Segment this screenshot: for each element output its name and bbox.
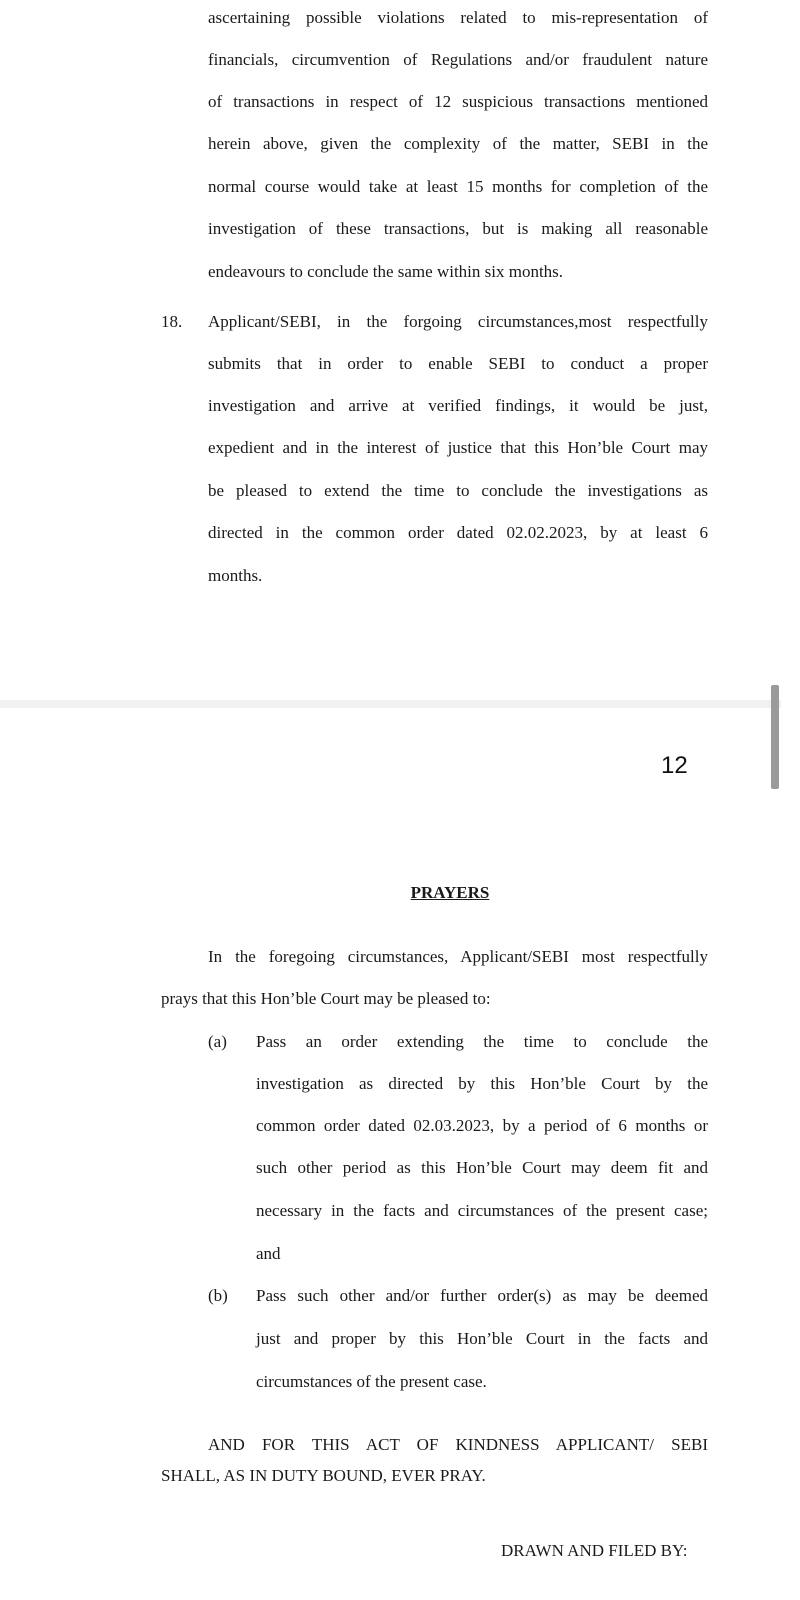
paragraph-text-line: be pleased to extend the time to conclude the investigations as — [208, 481, 708, 500]
intro-text-line: prays that this Hon’ble Court may be pleased to: — [161, 989, 491, 1008]
paragraph-text-line: financials, circumvention of Regulations and/or fraudulent nature — [208, 50, 708, 69]
prayer-text-line: common order dated 02.03.2023, by a period of 6 months or — [256, 1116, 708, 1135]
prayer-label: (b) — [208, 1286, 228, 1305]
paragraph-text-line: investigation of these transactions, but is making all reasonable — [208, 219, 708, 238]
paragraph-text-line: normal course would take at least 15 months for completion of the — [208, 177, 708, 196]
intro-text-line: In the foregoing circumstances, Applicant/SEBI most respectfully — [208, 947, 708, 966]
paragraph-text-line: months. — [208, 566, 263, 585]
paragraph-text-line: Applicant/SEBI, in the forgoing circumstances,most respectfully — [208, 312, 708, 331]
paragraph-text-line: investigation and arrive at verified findings, it would be just, — [208, 396, 708, 415]
paragraph-text-line: directed in the common order dated 02.02.2023, by at least 6 — [208, 523, 708, 542]
paragraph-text-line: herein above, given the complexity of the matter, SEBI in the — [208, 134, 708, 153]
section-heading: PRAYERS — [410, 883, 490, 902]
prayer-text-line: such other period as this Hon’ble Court may deem fit and — [256, 1158, 708, 1177]
prayer-label: (a) — [208, 1032, 227, 1051]
paragraph-text-line: submits that in order to enable SEBI to conduct a proper — [208, 354, 708, 373]
page-separator — [0, 700, 781, 708]
prayer-text-line: and — [256, 1244, 281, 1263]
paragraph-text-line: endeavours to conclude the same within six months. — [208, 262, 564, 281]
prayer-text-line: necessary in the facts and circumstances of the present case; — [256, 1201, 708, 1220]
paragraph-number: 18. — [161, 312, 183, 331]
prayer-text-line: Pass an order extending the time to conclude the — [256, 1032, 708, 1051]
closing-text-line: SHALL, AS IN DUTY BOUND, EVER PRAY. — [161, 1466, 486, 1485]
scrollbar-track[interactable] — [781, 0, 800, 1600]
page-number: 12 — [661, 752, 688, 779]
signature-label: DRAWN AND FILED BY: — [501, 1541, 688, 1560]
paragraph-text-line: of transactions in respect of 12 suspicious transactions mentioned — [208, 92, 708, 111]
prayer-text-line: investigation as directed by this Hon’ble Court by the — [256, 1074, 708, 1093]
scrollbar-thumb[interactable] — [771, 685, 779, 789]
prayer-text-line: circumstances of the present case. — [256, 1372, 487, 1391]
closing-text-line: AND FOR THIS ACT OF KINDNESS APPLICANT/ SEBI — [208, 1435, 708, 1454]
prayer-text-line: just and proper by this Hon’ble Court in the facts and — [256, 1329, 708, 1348]
paragraph-text-line: ascertaining possible violations related to mis-representation of — [208, 8, 708, 27]
document-page-upper — [0, 0, 781, 700]
paragraph-text-line: expedient and in the interest of justice that this Hon’ble Court may — [208, 438, 708, 457]
prayer-text-line: Pass such other and/or further order(s) as may be deemed — [256, 1286, 708, 1305]
